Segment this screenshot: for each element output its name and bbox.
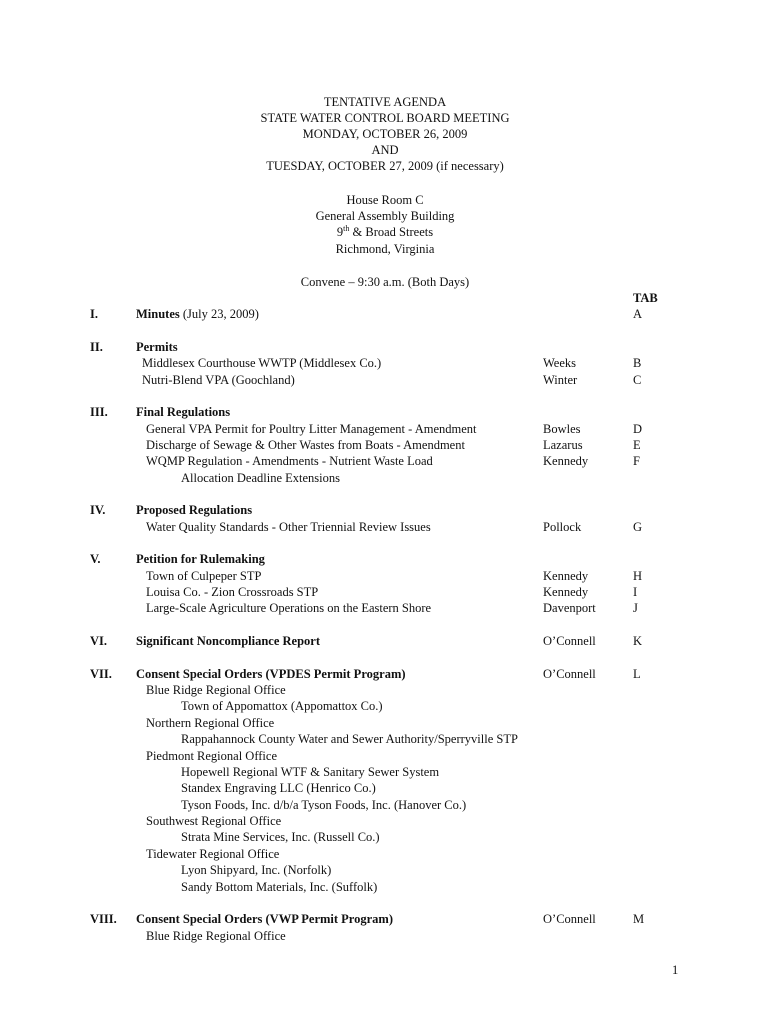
tab-letter: K bbox=[633, 634, 643, 648]
tab-letter: J bbox=[633, 601, 638, 615]
staff-name: O’Connell bbox=[543, 912, 596, 926]
staff-name: Weeks bbox=[543, 356, 577, 370]
tab-letter: I bbox=[633, 585, 638, 599]
section-num-8: VIII. bbox=[90, 912, 117, 926]
tab-letter: M bbox=[633, 912, 645, 926]
agenda-item: Town of Culpeper STP bbox=[146, 569, 262, 583]
section-title: Permits bbox=[136, 340, 178, 354]
tab-letter: G bbox=[633, 520, 643, 534]
section-title: Proposed Regulations bbox=[136, 503, 253, 517]
facility-item: Tyson Foods, Inc. d/b/a Tyson Foods, Inc. (Hanover Co.) bbox=[181, 798, 467, 812]
agenda-item: Louisa Co. - Zion Crossroads STP bbox=[146, 585, 319, 599]
section-title: Significant Noncompliance Report bbox=[136, 634, 321, 648]
tab-letter: H bbox=[633, 569, 643, 583]
tab-letter: B bbox=[633, 356, 642, 370]
agenda-item: Large-Scale Agriculture Operations on the Eastern Shore bbox=[146, 601, 432, 615]
agenda-item: WQMP Regulation - Amendments - Nutrient Waste Load bbox=[146, 454, 433, 468]
page-number: 1 bbox=[672, 963, 679, 977]
staff-name: O’Connell bbox=[543, 667, 596, 681]
section-num-2: II. bbox=[90, 340, 103, 354]
section-num-3: III. bbox=[90, 405, 108, 419]
facility-item: Lyon Shipyard, Inc. (Norfolk) bbox=[181, 863, 332, 877]
regional-office: Piedmont Regional Office bbox=[146, 749, 277, 763]
meeting-date-1: MONDAY, OCTOBER 26, 2009 bbox=[302, 127, 468, 141]
section-num-5: V. bbox=[90, 552, 101, 566]
regional-office: Southwest Regional Office bbox=[146, 814, 282, 828]
agenda-title: TENTATIVE AGENDA bbox=[323, 95, 447, 109]
staff-name: Davenport bbox=[543, 601, 596, 615]
staff-name: Bowles bbox=[543, 422, 581, 436]
section-minutes bbox=[136, 306, 259, 322]
facility-item: Rappahannock County Water and Sewer Authority/Sperryville STP bbox=[181, 732, 518, 746]
section-num-6: VI. bbox=[90, 634, 108, 648]
section-title: Final Regulations bbox=[136, 405, 231, 419]
meeting-and: AND bbox=[371, 143, 399, 157]
section-title: Consent Special Orders (VWP Permit Program) bbox=[136, 912, 394, 926]
tab-letter: E bbox=[633, 438, 641, 452]
staff-name: O’Connell bbox=[543, 634, 596, 648]
facility-item: Standex Engraving LLC (Henrico Co.) bbox=[181, 781, 376, 795]
location-street bbox=[0, 224, 770, 240]
staff-name: Kennedy bbox=[543, 585, 589, 599]
convene-time: Convene – 9:30 a.m. (Both Days) bbox=[300, 275, 470, 289]
tab-letter: C bbox=[633, 373, 642, 387]
staff-name: Winter bbox=[543, 373, 578, 387]
regional-office: Tidewater Regional Office bbox=[146, 847, 280, 861]
facility-item: Town of Appomattox (Appomattox Co.) bbox=[181, 699, 383, 713]
section-title-detail: (July 23, 2009) bbox=[179, 307, 259, 321]
tab-letter: A bbox=[633, 307, 643, 321]
facility-item: Sandy Bottom Materials, Inc. (Suffolk) bbox=[181, 880, 378, 894]
facility-item: Strata Mine Services, Inc. (Russell Co.) bbox=[181, 830, 380, 844]
tab-letter: D bbox=[633, 422, 643, 436]
agenda-item: Nutri-Blend VPA (Goochland) bbox=[142, 373, 295, 387]
tab-letter: F bbox=[633, 454, 640, 468]
regional-office: Northern Regional Office bbox=[146, 716, 275, 730]
agenda-item: Middlesex Courthouse WWTP (Middlesex Co.) bbox=[142, 356, 382, 370]
agenda-item-continuation: Allocation Deadline Extensions bbox=[181, 471, 340, 485]
section-num-7: VII. bbox=[90, 667, 112, 681]
street-ordinal: th bbox=[343, 223, 350, 233]
tab-column-header: TAB bbox=[633, 291, 658, 305]
street-number: 9 bbox=[336, 225, 344, 239]
facility-item: Hopewell Regional WTF & Sanitary Sewer System bbox=[181, 765, 440, 779]
regional-office: Blue Ridge Regional Office bbox=[146, 683, 286, 697]
location-city: Richmond, Virginia bbox=[335, 242, 435, 256]
location-room: House Room C bbox=[346, 193, 424, 207]
regional-office: Blue Ridge Regional Office bbox=[146, 929, 286, 943]
tab-letter: L bbox=[633, 667, 641, 681]
section-title: Consent Special Orders (VPDES Permit Program) bbox=[136, 667, 406, 681]
location-building: General Assembly Building bbox=[315, 209, 455, 223]
street-name: & Broad Streets bbox=[349, 225, 434, 239]
section-num-1: I. bbox=[90, 307, 98, 321]
staff-name: Pollock bbox=[543, 520, 582, 534]
staff-name: Kennedy bbox=[543, 454, 589, 468]
agenda-item: Water Quality Standards - Other Triennial Review Issues bbox=[146, 520, 431, 534]
meeting-date-2: TUESDAY, OCTOBER 27, 2009 (if necessary) bbox=[266, 159, 504, 173]
section-num-4: IV. bbox=[90, 503, 106, 517]
meeting-name: STATE WATER CONTROL BOARD MEETING bbox=[260, 111, 510, 125]
section-title: Minutes bbox=[136, 307, 180, 321]
staff-name: Kennedy bbox=[543, 569, 589, 583]
section-title: Petition for Rulemaking bbox=[136, 552, 265, 566]
agenda-item: General VPA Permit for Poultry Litter Management - Amendment bbox=[146, 422, 477, 436]
staff-name: Lazarus bbox=[543, 438, 583, 452]
agenda-item: Discharge of Sewage & Other Wastes from Boats - Amendment bbox=[146, 438, 465, 452]
